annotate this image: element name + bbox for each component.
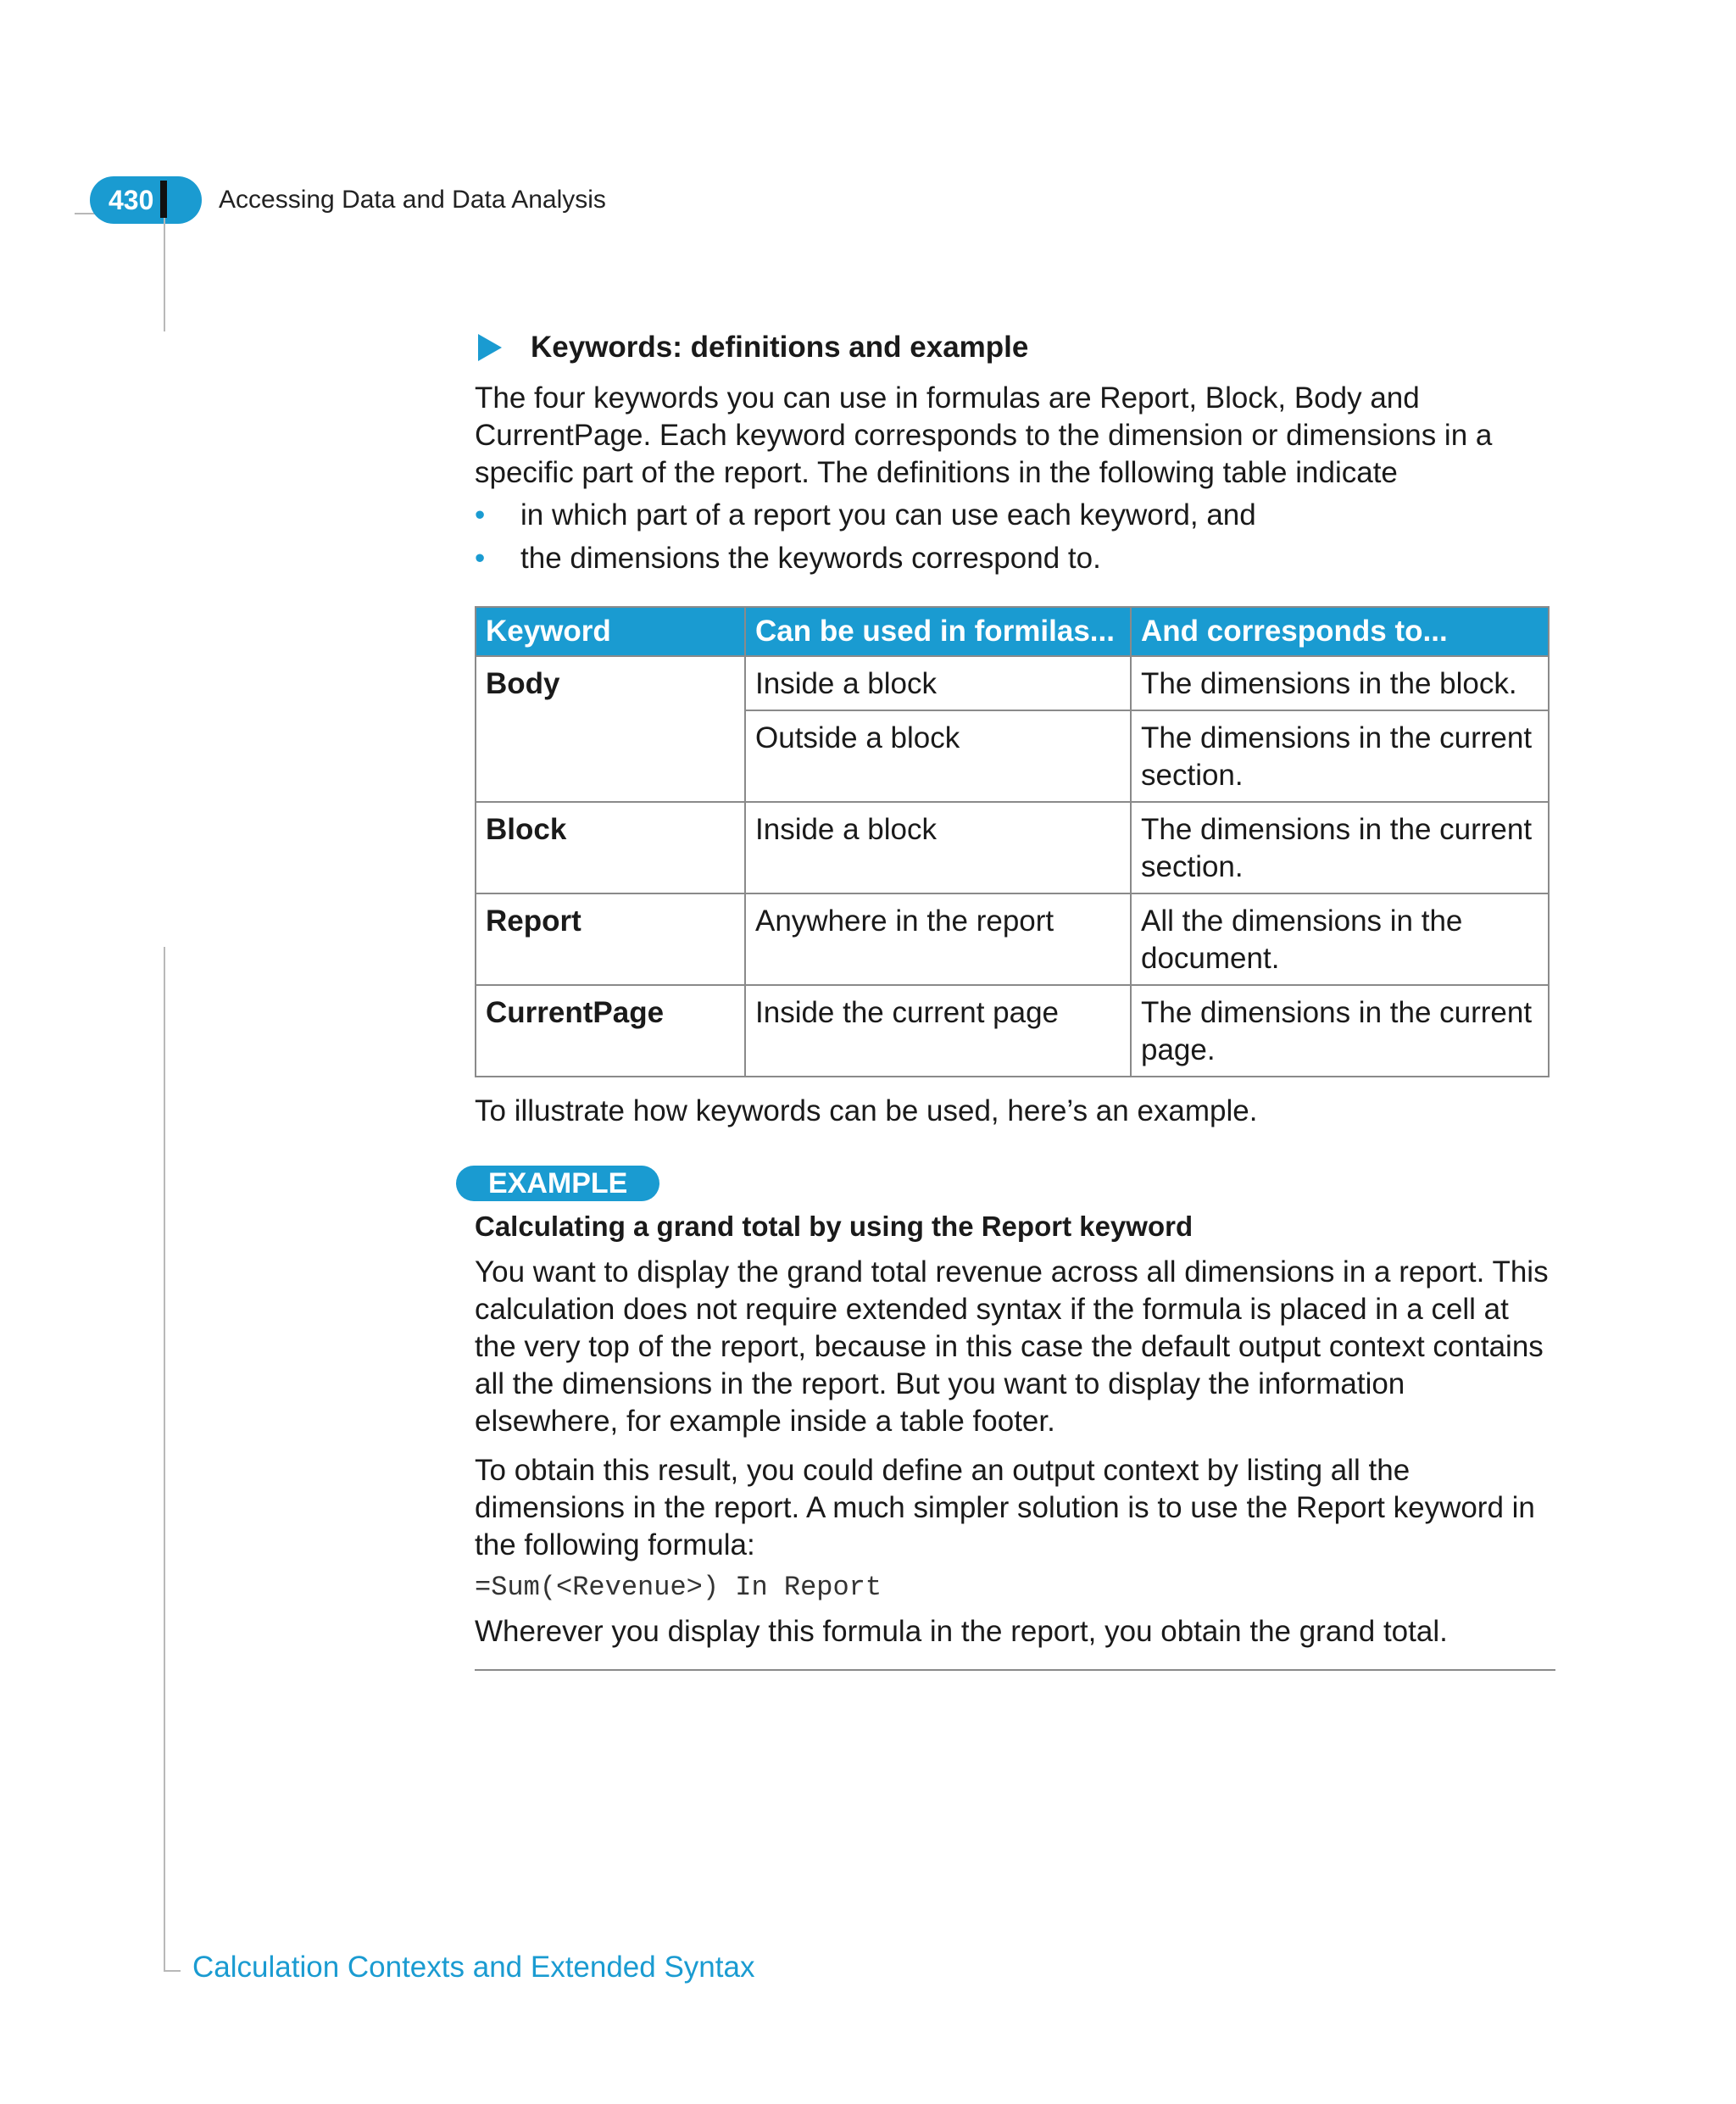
illustration-sentence: To illustrate how keywords can be used, here’s an example. [475, 1094, 1258, 1127]
keyword-cell: CurrentPage [476, 985, 745, 1077]
bullet-text: in which part of a report you can use each keyword, and [520, 498, 1256, 532]
corresponds-cell: The dimensions in the block. [1131, 656, 1549, 710]
bullet-icon: • [475, 498, 486, 532]
page-number: 430 [108, 185, 154, 215]
section-title: Keywords: definitions and example [531, 331, 1029, 364]
example-paragraph-3: Wherever you display this formula in the report, you obtain the grand total. [475, 1615, 1448, 1648]
example-paragraph-1: You want to display the grand total revenue across all dimensions in a report. This calculation does not require extended syntax if the formula is placed in a cell at the very top of the report, because in this case the default output context contains all the dimensions in the report. But you want to display the information elsewhere, for example inside a table footer. [475, 1255, 1549, 1438]
table-row [476, 802, 1549, 893]
bullet-icon: • [475, 542, 486, 575]
triangle-right-icon [478, 334, 502, 361]
used-in-cell: Inside the current page [745, 985, 1131, 1077]
bullet-text: the dimensions the keywords correspond to. [520, 542, 1101, 575]
page-number-bar [160, 181, 167, 218]
used-in-cell: Outside a block [745, 710, 1131, 802]
running-head: Accessing Data and Data Analysis [219, 186, 606, 214]
table-row [476, 985, 1549, 1077]
keyword-cell: Body [476, 656, 745, 802]
formula-code: =Sum(<Revenue>) In Report [475, 1572, 882, 1603]
keyword-table [475, 606, 1550, 1077]
corresponds-cell: The dimensions in the current page. [1131, 985, 1549, 1077]
used-in-cell: Anywhere in the report [745, 893, 1131, 985]
main-content [475, 329, 1555, 1671]
table-row [476, 656, 1549, 710]
example-end-rule [475, 1669, 1555, 1671]
corresponds-cell: The dimensions in the current section. [1131, 802, 1549, 893]
margin-rule-bottom [164, 947, 165, 1972]
keyword-cell: Block [476, 802, 745, 893]
used-in-cell: Inside a block [745, 656, 1131, 710]
list-item [475, 497, 1555, 534]
column-header-used-in: Can be used in formilas... [745, 607, 1131, 656]
table-header-row [476, 607, 1549, 656]
keyword-cell: Report [476, 893, 745, 985]
example-title: Calculating a grand total by using the Report keyword [475, 1211, 1194, 1242]
corresponds-cell: All the dimensions in the document. [1131, 893, 1549, 985]
used-in-cell: Inside a block [745, 802, 1131, 893]
chapter-footer-title: Calculation Contexts and Extended Syntax [192, 1951, 755, 1984]
section-heading [475, 329, 1555, 366]
bullet-list [475, 497, 1555, 577]
corresponds-cell: The dimensions in the current section. [1131, 710, 1549, 802]
column-header-corresponds: And corresponds to... [1131, 607, 1549, 656]
intro-paragraph: The four keywords you can use in formulas are Report, Block, Body and CurrentPage. Each keyword corresponds to the dimension or dimensions in a specific part of the report. The definitions in the following table indicate [475, 381, 1493, 489]
margin-rule-hook [164, 1970, 181, 1972]
example-badge: EXAMPLE [456, 1166, 659, 1201]
margin-rule-top [164, 218, 165, 331]
table-row [476, 893, 1549, 985]
column-header-keyword: Keyword [476, 607, 745, 656]
example-paragraph-2: To obtain this result, you could define an output context by listing all the dimensions in the report. A much simpler solution is to use the Report keyword in the following formula: [475, 1454, 1535, 1561]
list-item [475, 540, 1555, 577]
